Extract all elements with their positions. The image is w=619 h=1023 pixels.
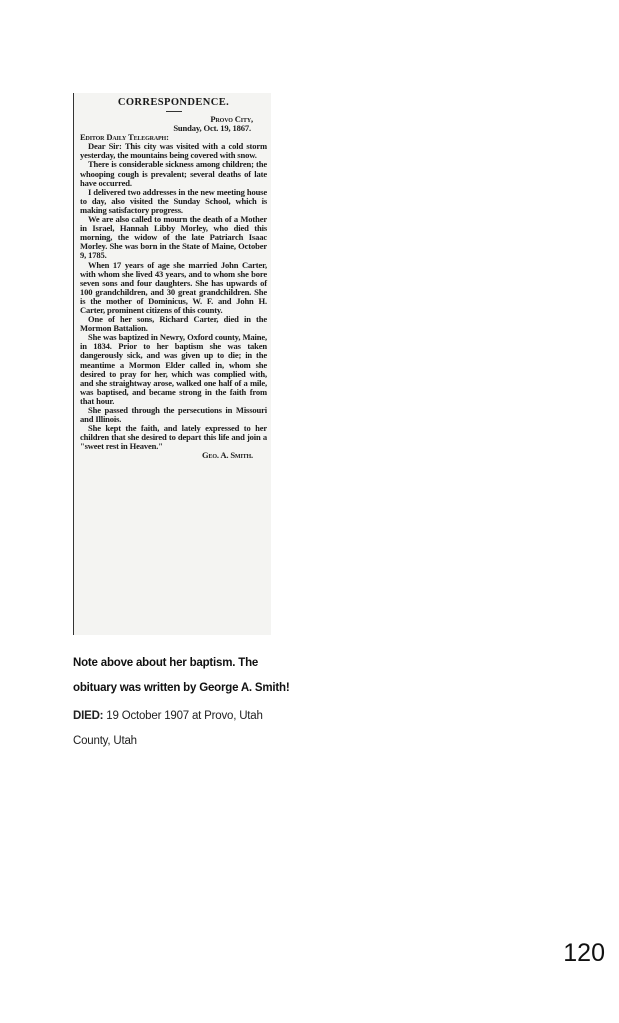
clipping-paragraph: She passed through the persecutions in Missouri and Illinois. — [80, 405, 267, 425]
died-label: DIED: — [73, 710, 104, 722]
death-date-place: 19 October 1907 at Provo, Utah — [103, 710, 263, 722]
clipping-paragraph: We are also called to mourn the death of a Mother in Israel, Hannah Libby Morley, who died this morning, the widow of the late Patriarch Isaac Morley. She was born in the State of Maine, October 9, 1785. — [80, 214, 267, 261]
clipping-paragraph: Dear Sir: This city was visited with a cold storm yesterday, the mountains being covered with snow. — [80, 141, 267, 161]
newspaper-clipping — [73, 93, 271, 635]
note-line: Note above about her baptism. The — [73, 657, 259, 669]
note-line: obituary was written by George A. Smith! — [73, 682, 290, 694]
death-record — [73, 704, 323, 754]
baptism-note — [73, 651, 353, 701]
clipping-paragraph: There is considerable sickness among children; the whooping cough is prevalent; several deaths of late have occurred. — [80, 159, 267, 188]
clipping-place: Provo City, — [210, 114, 253, 124]
clipping-paragraph: When 17 years of age she married John Carter, with whom she lived 43 years, and to whom she bore seven sons and four daughters. She has upwards of 100 grandchildren, and 30 great grandchildren. She is the mother of Dominicus, W. F. and John H. Carter, prominent citizens of this county. — [80, 259, 267, 315]
clipping-paragraph: I delivered two addresses in the new meeting house to day, also visited the Sunday School, which is making satisfactory progress. — [80, 186, 267, 215]
clipping-paragraph: She kept the faith, and lately expressed to her children that she desired to depart this life and join a "sweet rest in Heaven." — [80, 423, 267, 452]
clipping-paragraph: One of her sons, Richard Carter, died in the Mormon Battalion. — [80, 314, 267, 334]
clipping-date: Sunday, Oct. 19, 1867. — [173, 123, 251, 134]
clipping-signature: Geo. A. Smith. — [201, 450, 253, 461]
clipping-paragraph: She was baptized in Newry, Oxford county, Maine, in 1834. Prior to her baptism she was taken dangerously sick, and was given up to die; in the meantime a Mormon Elder called in, whom she desired to pray for her, which was complied with, and she straightway arose, walked one half of a mile, was baptised, and became strong in the faith from that hour. — [80, 332, 267, 406]
clipping-salutation: Editor Daily Telegraph: — [80, 132, 169, 143]
clipping-heading: CORRESPONDENCE. — [117, 97, 230, 108]
death-line — [73, 704, 323, 729]
heading-rule — [166, 111, 182, 112]
page-number: 120 — [563, 939, 605, 967]
death-line-continued: County, Utah — [73, 735, 137, 747]
